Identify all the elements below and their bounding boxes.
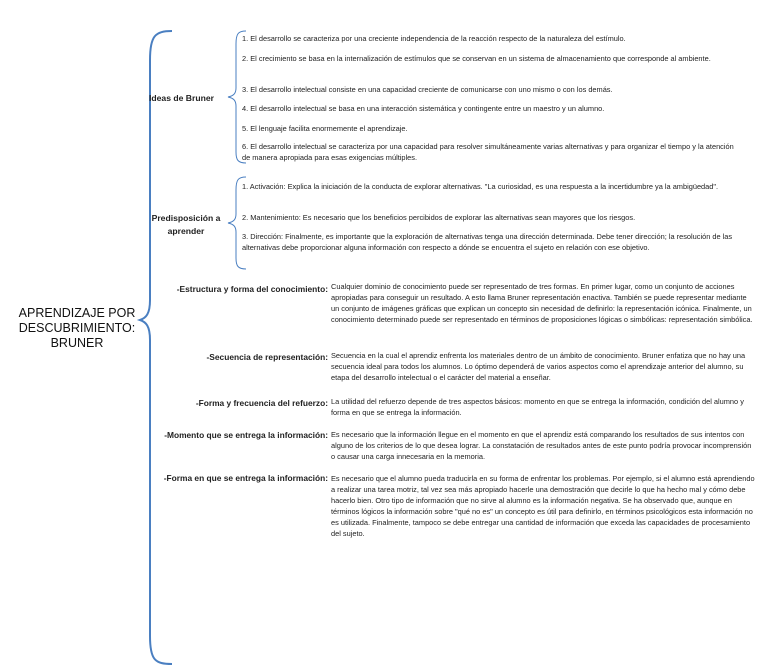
topic-label: -Estructura y forma del conocimiento:: [176, 284, 328, 294]
ideas-item: 3. El desarrollo intelectual consiste en una capacidad creciente de comunicarse con uno mismo o con los demás.: [242, 85, 613, 94]
predisposicion-label-line: aprender: [167, 226, 205, 236]
root-title-line: BRUNER: [50, 336, 104, 350]
topic-text: La utilidad del refuerzo depende de tres aspectos básicos: momento en que se entrega la información, condición del alumno y forma en que se entrega la información.: [331, 397, 744, 417]
topic-label: -Secuencia de representación:: [206, 352, 328, 362]
topic-text: Cualquier dominio de conocimiento puede ser representado de tres formas. En primer lugar, como un conjunto de acciones apropiadas para conseguir un resultado. A esto llama Bruner representación enactiva. También se puede representar mediante un conjunto de imágenes gráficas que explican un concepto sin necesidad de definirlo: la representación icónica. Finalmente, un conocimiento determinado puede ser representado en términos de proposiciones lógicas o simbólicas: representación simbólica.: [331, 282, 753, 324]
root-title-line: DESCUBRIMIENTO:: [18, 321, 136, 335]
predisposicion-item: 1. Activación: Explica la iniciación de la conducta de explorar alternativas. "La curiosidad, es una respuesta a la incertidumbre ya la ambigüedad".: [242, 182, 719, 191]
ideas-item: 2. El crecimiento se basa en la internalización de estímulos que se conservan en un sistema de almacenamiento que corresponde al ambiente.: [242, 54, 711, 63]
ideas-item: 5. El lenguaje facilita enormemente el aprendizaje.: [242, 124, 408, 133]
predisposicion-label: [148, 212, 224, 238]
topic-text: Secuencia en la cual el aprendiz enfrenta los materiales dentro de un ámbito de conocimiento. Bruner enfatiza que no hay una secuencia ideal para todos los alumnos. Lo óptimo dependerá de varios aspectos como el aprendizaje anterior del alumno, su etapa del desarrollo intelectual o el carácter del material a enseñar.: [331, 351, 746, 382]
predisposicion-item: 3. Dirección: Finalmente, es importante que la exploración de alternativas tenga una dirección determinada. Debe tener dirección; la resolución de las alternativas debe proporcionar alguna información con respecto a dónde se encuentra el sujeto en relación con ese objetivo.: [242, 232, 733, 252]
topic-text: Es necesario que la información llegue en el momento en que el aprendiz está comparando los resultados de sus intentos con alguno de los criterios de lo que desea lograr. La constatación de resultados antes de este punto podría provocar incomprensión o causar una carga innecesaria en la memoria.: [331, 430, 752, 461]
topic-label: -Forma y frecuencia del refuerzo:: [195, 398, 328, 408]
topic-text: Es necesario que el alumno pueda traducirla en su forma de enfrentar los problemas. Por ejemplo, si el alumno está aprendiendo a realizar una tarea motriz, tal vez sea más apropiado hacerle una demostración que decirle lo que ha hecho mal y cómo debe hacerlo bien. Otro tipo de información que no sirve al alumno es la información negativa. Se ha observado que, aunque en términos lógicos la información sobre "qué no es" un concepto es útil para definirlo, en términos psicológicos esta información no es utilizada. Finalmente, tampoco se debe entregar una cantidad de información que exceda las capacidades de procesamiento del sujeto.: [331, 474, 755, 538]
ideas-label: Ideas de Bruner: [149, 93, 214, 103]
topic-label: -Momento que se entrega la información:: [164, 430, 328, 440]
topic-label: -Forma en que se entrega la información:: [163, 473, 328, 483]
ideas-item: 1. El desarrollo se caracteriza por una creciente independencia de la reacción respecto de la naturaleza del estímulo.: [242, 34, 626, 43]
predisposicion-label-line: Predisposición a: [151, 213, 221, 223]
root-title-line: APRENDIZAJE POR: [18, 306, 136, 320]
ideas-item: 4. El desarrollo intelectual se basa en una interacción sistemática y contingente entre un maestro y un alumno.: [242, 104, 605, 113]
predisposicion-item: 2. Mantenimiento: Es necesario que los beneficios percibidos de explorar las alternativas sean mayores que los riesgos.: [242, 213, 636, 222]
root-title: [6, 306, 148, 351]
ideas-item: 6. El desarrollo intelectual se caracteriza por una capacidad para resolver simultáneamente varias alternativas y para organizar el tiempo y la atención de manera apropiada para esas exigencias múltiples.: [242, 142, 734, 162]
